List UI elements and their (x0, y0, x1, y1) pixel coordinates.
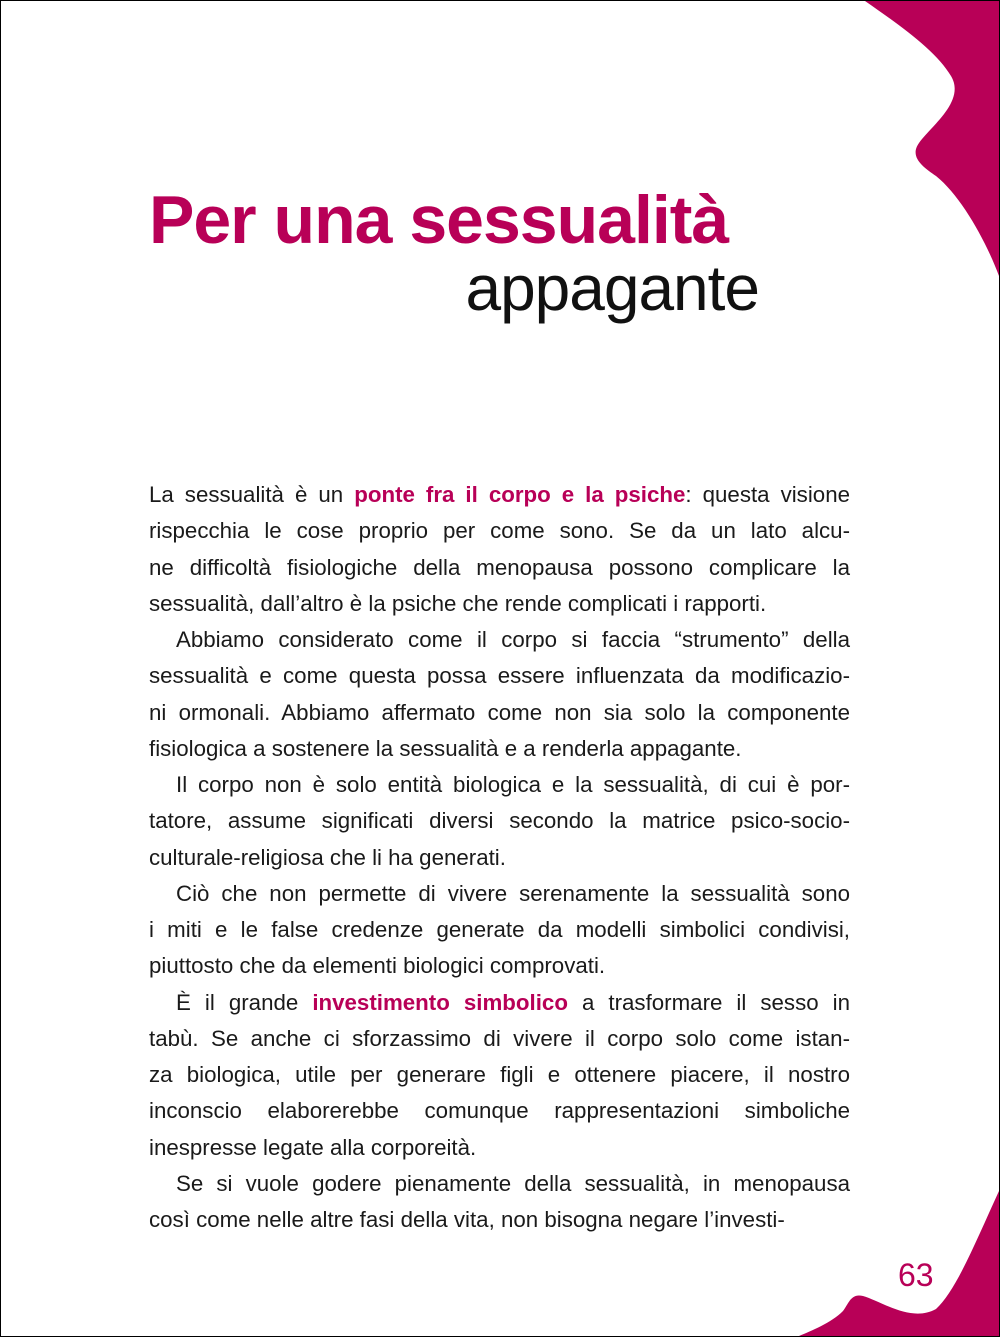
text-segment: inconscio elaborerebbe comunque rappresentazioni simboliche (149, 1098, 850, 1124)
text-line (149, 948, 850, 984)
highlighted-phrase: investimento simbolico (312, 989, 568, 1015)
top-right-wave (865, 1, 999, 276)
text-segment: ni ormonali. Abbiamo affermato come non sia solo la componente (149, 699, 850, 725)
body-text (149, 477, 850, 1238)
text-line (149, 1166, 850, 1202)
text-line (149, 912, 850, 948)
text-segment: ne difficoltà fisiologiche della menopausa possono complicare la (149, 554, 850, 580)
text-segment: Abbiamo considerato come il corpo si faccia “strumento” della (176, 627, 850, 652)
text-segment: Ciò che non permette di vivere serenamente la sessualità sono (176, 880, 850, 906)
text-line (149, 695, 850, 731)
highlighted-phrase: ponte fra il corpo e la psiche (354, 482, 686, 507)
text-line (149, 586, 850, 622)
text-segment: i miti e le false credenze generate da modelli simbolici condivisi, (149, 917, 850, 942)
text-segment: così come nelle altre fasi della vita, non bisogna negare l’investi- (149, 1207, 785, 1232)
text-line (149, 1021, 850, 1057)
text-line (149, 1057, 850, 1093)
text-segment: tabù. Se anche ci sforzassimo di vivere il corpo solo come istan- (149, 1025, 850, 1051)
title-line-1: Per una sessualità (149, 182, 729, 258)
text-line (149, 767, 850, 803)
text-line (149, 1093, 850, 1129)
page-number: 63 (898, 1257, 934, 1293)
text-line (149, 985, 850, 1021)
text-segment: rispecchia le cose proprio per come sono. Se da un lato alcu- (149, 518, 850, 544)
text-segment: piuttosto che da elementi biologici comprovati. (149, 953, 606, 979)
text-segment: Il corpo non è solo entità biologica e la sessualità, di cui è por- (176, 772, 850, 797)
text-line (149, 477, 850, 513)
text-segment: fisiologica a sostenere la sessualità e a renderla appagante. (149, 735, 742, 761)
text-line (149, 1130, 850, 1166)
text-line (149, 876, 850, 912)
text-line (149, 731, 850, 767)
text-line (149, 840, 850, 876)
text-segment: inespresse legate alla corporeità. (149, 1134, 477, 1160)
text-segment: tatore, assume significati diversi secondo la matrice psico-socio- (149, 808, 850, 834)
text-line (149, 1202, 850, 1238)
text-line (149, 658, 850, 694)
text-line (149, 513, 850, 549)
text-segment: culturale-religiosa che li ha generati. (149, 844, 506, 870)
text-segment: a trasformare il sesso in (567, 989, 851, 1015)
title-line-2: appagante (465, 252, 759, 324)
text-line (149, 803, 850, 839)
text-line (149, 622, 850, 658)
text-segment: È il grande (176, 989, 313, 1015)
text-segment: sessualità, dall’altro è la psiche che rende complicati i rapporti. (149, 590, 767, 616)
text-segment: : questa visione (685, 482, 850, 507)
text-segment: La sessualità è un (149, 482, 355, 507)
text-segment: za biologica, utile per generare figli e ottenere piacere, il nostro (149, 1062, 850, 1087)
text-segment: Se si vuole godere pienamente della sessualità, in menopausa (176, 1170, 850, 1196)
text-segment: sessualità e come questa possa essere influenzata da modificazio- (149, 663, 850, 689)
text-line (149, 550, 850, 586)
